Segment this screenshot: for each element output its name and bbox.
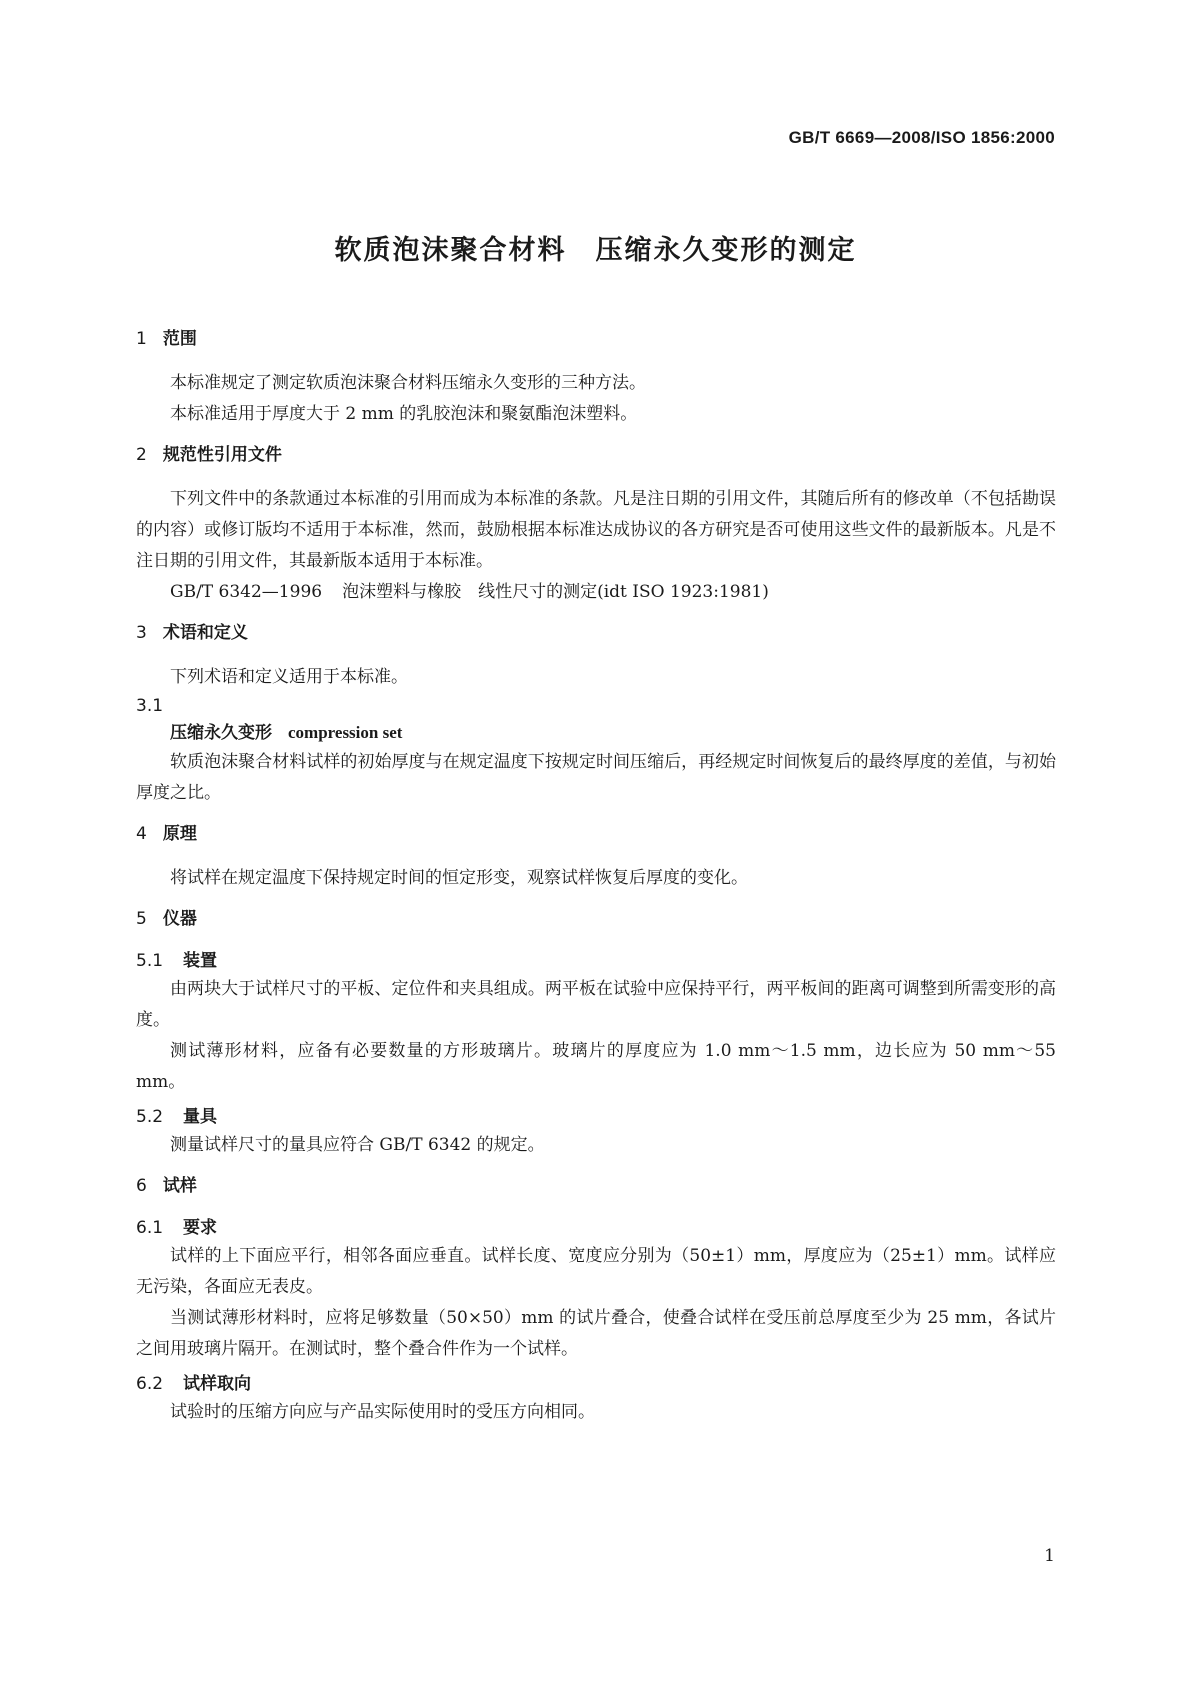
section-title: 原理 — [162, 824, 197, 844]
subsection-heading-5-1 — [136, 948, 1056, 974]
section-heading-terms — [136, 620, 1056, 646]
paragraph: 将试样在规定温度下保持规定时间的恒定形变，观察试样恢复后厚度的变化。 — [170, 868, 748, 888]
subsection-heading-5-2 — [136, 1104, 1056, 1130]
paragraph: 试样的上下面应平行，相邻各面应垂直。试样长度、宽度应分别为（50±1）mm，厚度应为（25±1）mm。试样应无污染，各面应无表皮。 — [136, 1246, 1056, 1297]
paragraph: 本标准适用于厚度大于 2 mm 的乳胶泡沫和聚氨酯泡沫塑料。 — [170, 404, 638, 424]
document-body — [136, 326, 1056, 1428]
document-title: 软质泡沫聚合材料 压缩永久变形的测定 — [334, 235, 857, 266]
section-number: 6 — [136, 1176, 147, 1196]
term-definition: 软质泡沫聚合材料试样的初始厚度与在规定温度下按规定时间压缩后，再经规定时间恢复后的最终厚度的差值，与初始厚度之比。 — [136, 752, 1056, 803]
section-number: 2 — [136, 445, 147, 465]
section-heading-apparatus — [136, 906, 1056, 932]
page-number: 1 — [1044, 1546, 1055, 1566]
subsection-heading-6-1 — [136, 1215, 1056, 1241]
section-heading-test-specimens — [136, 1173, 1056, 1199]
section-number: 3 — [136, 623, 147, 643]
section-heading-scope — [136, 326, 1056, 352]
reference-title: 泡沫塑料与橡胶 线性尺寸的测定(idt ISO 1923:1981) — [342, 582, 769, 602]
term-entry — [136, 719, 1056, 747]
term-english: compression set — [288, 723, 403, 742]
standard-code: GB/T 6669—2008/ISO 1856:2000 — [788, 128, 1055, 147]
section-heading-principle — [136, 821, 1056, 847]
paragraph: 由两块大于试样尺寸的平板、定位件和夹具组成。两平板在试验中应保持平行，两平板间的距离可调整到所需变形的高度。 — [136, 979, 1056, 1030]
paragraph: 下列文件中的条款通过本标准的引用而成为本标准的条款。凡是注日期的引用文件，其随后所有的修改单（不包括勘误的内容）或修订版均不适用于本标准，然而，鼓励根据本标准达成协议的各方研究是否可使用这些文件的最新版本。凡是不注日期的引用文件，其最新版本适用于本标准。 — [136, 489, 1056, 571]
subsection-number: 5.2 — [136, 1107, 164, 1127]
subsection-title: 量具 — [183, 1107, 218, 1127]
reference-entry — [136, 577, 1056, 608]
subsection-number: 5.1 — [136, 951, 164, 971]
section-number: 4 — [136, 824, 147, 844]
paragraph: 测量试样尺寸的量具应符合 GB/T 6342 的规定。 — [170, 1135, 545, 1155]
section-title: 试样 — [162, 1176, 197, 1196]
paragraph: 试验时的压缩方向应与产品实际使用时的受压方向相同。 — [170, 1402, 595, 1422]
section-number: 1 — [136, 329, 147, 349]
paragraph: 下列术语和定义适用于本标准。 — [170, 667, 408, 687]
term-chinese: 压缩永久变形 — [170, 723, 272, 743]
reference-code: GB/T 6342—1996 — [170, 582, 323, 602]
paragraph: 测试薄形材料，应备有必要数量的方形玻璃片。玻璃片的厚度应为 1.0 mm～1.5 mm，边长应为 50 mm～55 mm。 — [136, 1041, 1056, 1092]
subsection-number: 6.1 — [136, 1218, 164, 1238]
section-title: 仪器 — [162, 909, 197, 929]
subsection-title: 要求 — [183, 1218, 218, 1238]
subsection-number: 6.2 — [136, 1374, 164, 1394]
subsection-number: 3.1 — [136, 696, 164, 716]
section-heading-normative-references — [136, 442, 1056, 468]
section-number: 5 — [136, 909, 147, 929]
subsection-heading-3-1 — [136, 693, 1056, 719]
subsection-title: 装置 — [183, 951, 218, 971]
paragraph: 本标准规定了测定软质泡沫聚合材料压缩永久变形的三种方法。 — [170, 373, 646, 393]
section-title: 术语和定义 — [162, 623, 248, 643]
subsection-title: 试样取向 — [183, 1374, 252, 1394]
subsection-heading-6-2 — [136, 1371, 1056, 1397]
section-title: 规范性引用文件 — [162, 445, 282, 465]
section-title: 范围 — [162, 329, 197, 349]
paragraph: 当测试薄形材料时，应将足够数量（50×50）mm 的试片叠合，使叠合试样在受压前总厚度至少为 25 mm，各试片之间用玻璃片隔开。在测试时，整个叠合件作为一个试样。 — [136, 1308, 1056, 1359]
